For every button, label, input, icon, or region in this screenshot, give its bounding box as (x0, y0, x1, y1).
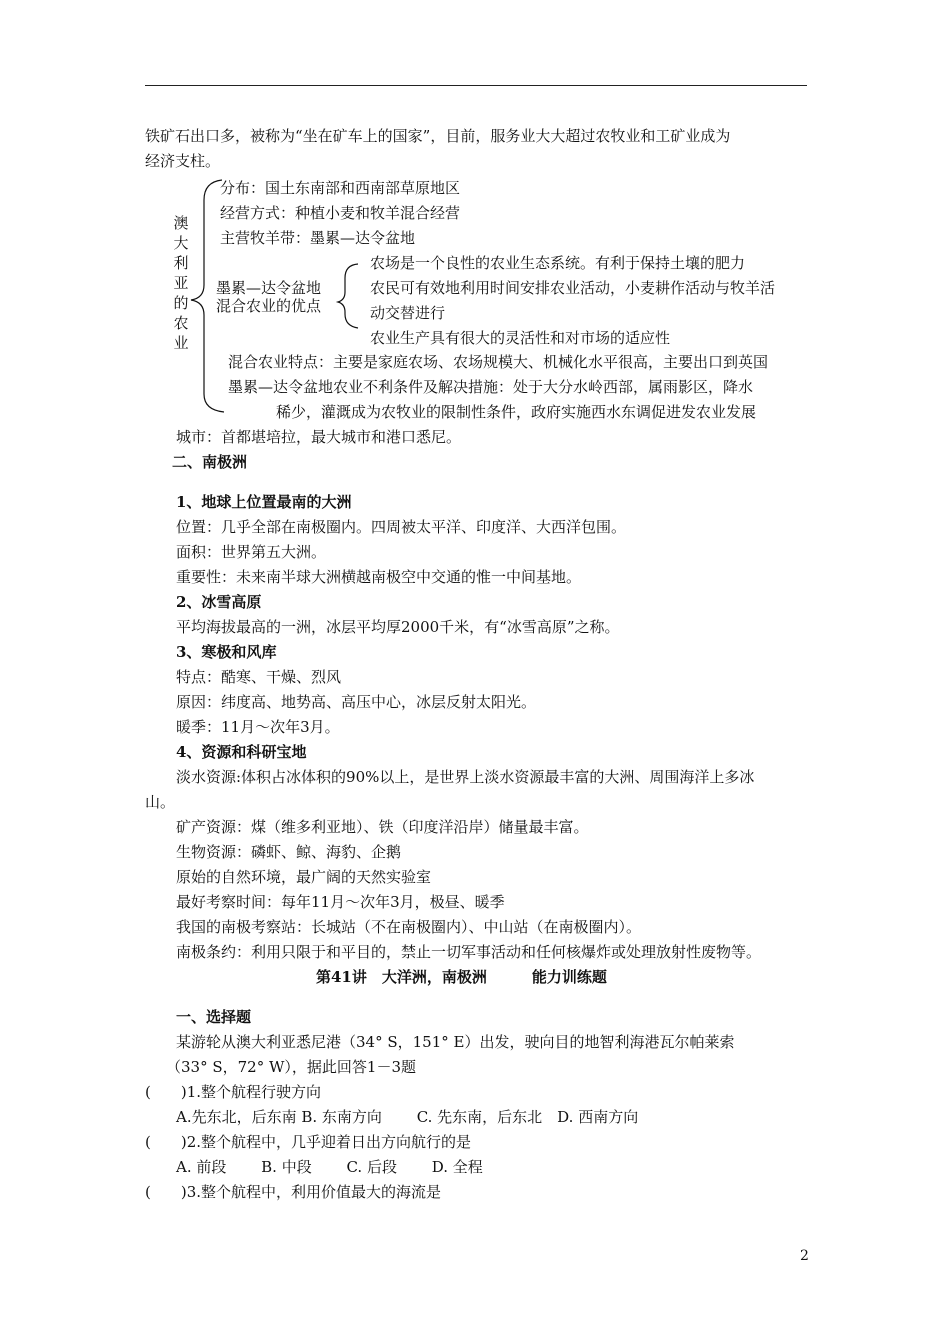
title-char: 利 (173, 254, 189, 272)
agri-adverse-2: 稀少，灌溉成为农牧业的限制性条件，政府实施西水东调促进发农业发展 (276, 403, 757, 421)
s3-feature: 特点：酷寒、干燥、烈风 (176, 668, 342, 686)
s1-importance: 重要性：未来南半球大洲横越南极空中交通的惟一中间基地。 (176, 568, 582, 586)
s4-water-1: 淡水资源:体积占冰体积的90%以上，是世界上淡水资源最丰富的大洲、周围海洋上多冰 (176, 768, 755, 786)
exercise-stem-2: （33° S，72° W），据此回答1－3题 (166, 1058, 416, 1076)
agri-adverse-1: 墨累—达令盆地农业不利条件及解决措施：处于大分水岭西部，属雨影区，降水 (228, 378, 754, 396)
exercise-stem-1: 某游轮从澳大利亚悉尼港（34° S，151° E）出发，驶向目的地智利海港瓦尔帕莱索 (176, 1033, 735, 1051)
title-char: 亚 (173, 274, 189, 292)
section-1-title: 1、地球上位置最南的大洲 (176, 493, 352, 511)
section-4-title: 4、资源和科研宝地 (176, 743, 307, 761)
s2-text: 平均海拔最高的一洲，冰层平均厚2000千米，有“冰雪高原”之称。 (176, 618, 620, 636)
exercise-title: 第41讲 大洋洲，南极洲 能力训练题 (316, 968, 607, 986)
agri-vertical-title (172, 213, 190, 353)
s4-time: 最好考察时间：每年11月～次年3月，极昼、暖季 (176, 893, 505, 911)
antarctica-heading: 二、南极洲 (172, 453, 248, 471)
s1-position: 位置：几乎全部在南极圈内。四周被太平洋、印度洋、大西洋包围。 (176, 518, 627, 536)
adv-item-1: 农场是一个良性的农业生态系统。有利于保持土壤的肥力 (370, 254, 746, 272)
agri-distribution: 分布：国土东南部和西南部草原地区 (220, 179, 461, 197)
s4-treaty: 南极条约：利用只限于和平目的，禁止一切军事活动和任何核爆炸或处理放射性废物等。 (176, 943, 762, 961)
s3-warm-season: 暖季：11月～次年3月。 (176, 718, 340, 736)
question-1: ( )1.整个航程行驶方向 (145, 1083, 322, 1101)
intro-line-1: 铁矿石出口多，被称为“坐在矿车上的国家”，目前，服务业大大超过农牧业和工矿业成为 (145, 127, 731, 145)
s4-mineral: 矿产资源：煤（维多利亚地）、铁（印度洋沿岸）储量最丰富。 (176, 818, 589, 836)
exercise-section: 一、选择题 (176, 1008, 252, 1026)
question-2: ( )2.整个航程中，几乎迎着日出方向航行的是 (145, 1133, 472, 1151)
question-2-options: A. 前段 B. 中段 C. 后段 D. 全程 (176, 1158, 483, 1176)
adv-label-1: 墨累—达令盆地 (216, 279, 322, 297)
s4-station: 我国的南极考察站：长城站（不在南极圈内）、中山站（在南极圈内）。 (176, 918, 642, 936)
s1-area: 面积：世界第五大洲。 (176, 543, 327, 561)
agri-mode: 经营方式：种植小麦和牧羊混合经营 (220, 204, 461, 222)
agri-belt: 主营牧羊带：墨累—达令盆地 (220, 229, 416, 247)
title-char: 农 (173, 314, 189, 332)
adv-item-2b: 动交替进行 (370, 304, 446, 322)
title-char: 业 (173, 334, 189, 352)
title-char: 大 (173, 234, 189, 252)
agri-feature: 混合农业特点：主要是家庭农场、农场规模大、机械化水平很高，主要出口到英国 (228, 353, 769, 371)
section-3-title: 3、寒极和风库 (176, 643, 277, 661)
city-line: 城市：首都堪培拉，最大城市和港口悉尼。 (176, 428, 462, 446)
s4-water-2: 山。 (145, 793, 176, 811)
adv-item-3: 农业生产具有很大的灵活性和对市场的适应性 (370, 329, 671, 347)
question-3: ( )3.整个航程中，利用价值最大的海流是 (145, 1183, 442, 1201)
s4-bio: 生物资源：磷虾、鲸、海豹、企鹅 (176, 843, 402, 861)
title-char: 澳 (173, 214, 189, 232)
intro-line-2: 经济支柱。 (145, 152, 221, 170)
section-2-title: 2、冰雪高原 (176, 593, 262, 611)
title-char: 的 (173, 294, 189, 312)
adv-label-2: 混合农业的优点 (216, 297, 322, 315)
inner-brace (338, 264, 358, 328)
s4-lab: 原始的自然环境，最广阔的天然实验室 (176, 868, 432, 886)
adv-item-2a: 农民可有效地利用时间安排农业活动，小麦耕作活动与牧羊活 (370, 279, 776, 297)
page-number: 2 (800, 1248, 809, 1264)
question-1-options: A.先东北，后东南 B. 东南方向 C. 先东南，后东北 D. 西南方向 (176, 1108, 639, 1126)
s3-reason: 原因：纬度高、地势高、高压中心，冰层反射太阳光。 (176, 693, 537, 711)
